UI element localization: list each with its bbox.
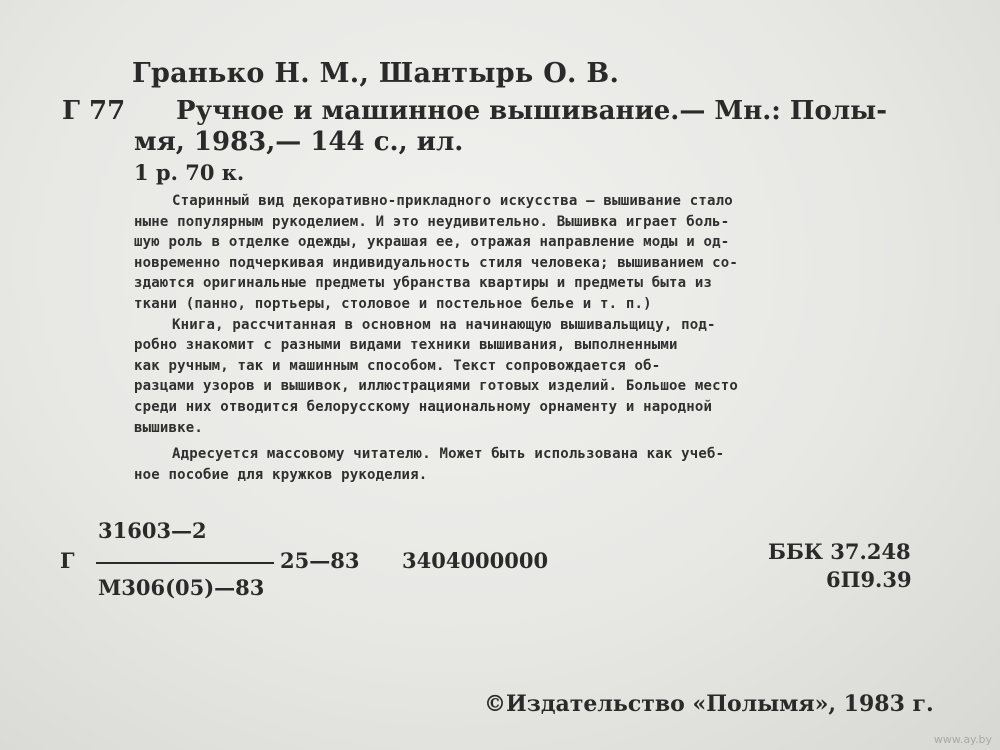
annotation-line: шую роль в отделке одежды, украшая ее, отражая направление моды и од- — [134, 234, 730, 251]
bbk-sub-code: 6П9.39 — [826, 567, 912, 592]
annotation-line: Адресуется массовому читателю. Может быть использована как учеб- — [172, 446, 725, 463]
annotation-line: Старинный вид декоративно-прикладного искусства — вышивание стало — [172, 193, 733, 209]
bbk-code: ББК 37.248 — [768, 539, 911, 564]
annotation-line: Книга, рассчитанная в основном на начинающую вышивальщицу, под- — [172, 316, 716, 333]
annotation-line: среди них отводится белорусскому национальному орнаменту и народной — [134, 398, 713, 415]
annotation-line: здаются оригинальные предметы убранства квартиры и предметы быта из — [134, 275, 713, 292]
annotation-line: новременно подчеркивая индивидуальность стиля человека; вышиванием со- — [134, 254, 739, 271]
title-line-1: Ручное и машинное вышивание.— Мн.: Полы- — [176, 96, 888, 126]
price: 1 р. 70 к. — [134, 160, 245, 185]
annotation-line: ныне популярным рукоделием. И это неудивительно. Вышивка играет боль- — [134, 213, 730, 230]
annotation-text — [134, 191, 914, 485]
title-line-2: мя, 1983,— 144 с., ил. — [134, 127, 464, 157]
catalog-number-bottom: М306(05)—83 — [98, 575, 265, 600]
catalog-number-top: 31603—2 — [98, 518, 207, 543]
catalog-fraction-rule — [96, 562, 274, 564]
annotation-line: вышивке. — [134, 419, 204, 436]
index-code: Г 77 — [62, 96, 126, 126]
annotation-line: разцами узоров и вышивок, иллюстрациями готовых изделий. Большое место — [134, 378, 739, 395]
annotation-line: ное пособие для кружков рукоделия. — [134, 466, 428, 483]
catalog-year-code: 25—83 — [280, 548, 360, 573]
site-watermark: www.ay.by — [933, 733, 992, 746]
copyright-line: ©Издательство «Полымя», 1983 г. — [484, 691, 934, 717]
annotation-line: ткани (панно, портьеры, столовое и постельное белье и т. п.) — [134, 295, 652, 312]
annotation-line: робно знакомит с разными видами техники вышивания, выполненными — [134, 337, 678, 354]
catalog-g-letter: Г — [60, 548, 75, 573]
authors: Гранько Н. М., Шантырь О. В. — [132, 58, 620, 89]
catalog-block — [0, 518, 1000, 608]
annotation-line: как ручным, так и машинным способом. Текст сопровождается об- — [134, 357, 661, 374]
catalog-series-code: 3404000000 — [402, 548, 549, 573]
